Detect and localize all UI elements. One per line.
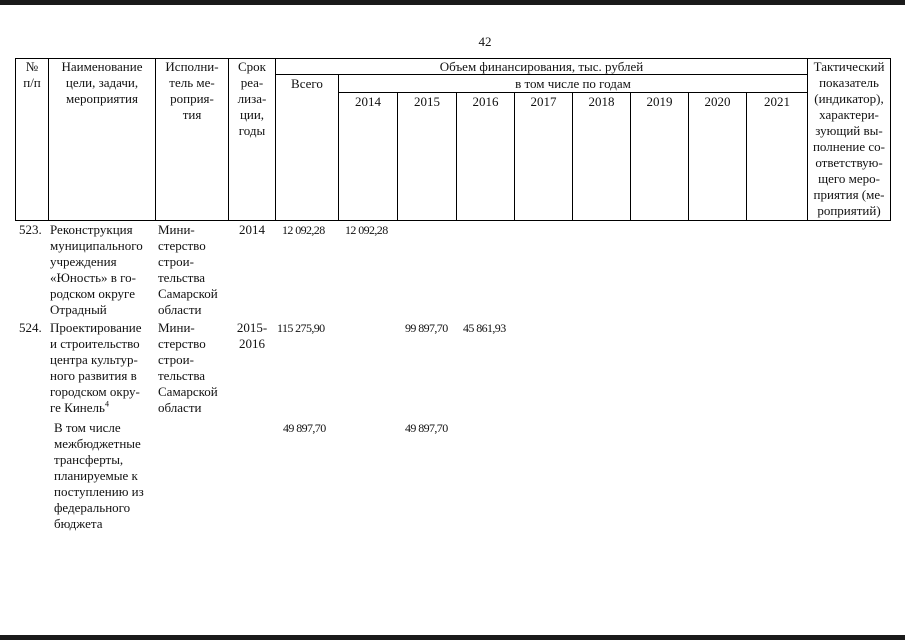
row-total: 115 275,90 — [277, 321, 325, 335]
row-term: 2014 — [239, 222, 265, 237]
header-year-2020: 2020 — [704, 94, 731, 109]
row-executor: Мини- стерство строи- тельства Самарской области — [158, 320, 218, 415]
header-total: Всего — [291, 76, 323, 91]
row-2015: 49 897,70 — [405, 421, 448, 435]
row-executor: Мини- стерство строи- тельства Самарской области — [158, 222, 218, 317]
row-term: 2015- 2016 — [236, 320, 268, 351]
header-year-2016: 2016 — [472, 94, 499, 109]
header-by-years: в том числе по годам — [515, 76, 631, 91]
row-number: 523. — [19, 222, 42, 237]
row-2015: 99 897,70 — [405, 321, 448, 335]
row-name: Реконструкция муниципального учреждения «Юность» в го- родском округе Отрадный — [50, 222, 143, 317]
header-col-executor: Исполни- тель ме- роприя- тия — [165, 59, 219, 122]
footnote-marker: 4 — [104, 399, 109, 409]
scan-bottom-border — [0, 635, 905, 640]
header-col-name: Наименование цели, задачи, мероприятия — [61, 59, 143, 106]
page-number: 42 — [478, 34, 492, 49]
header-col-number: № п/п — [23, 59, 41, 90]
header-year-2014: 2014 — [355, 94, 381, 109]
row-2014: 12 092,28 — [345, 223, 388, 237]
scan-top-border — [0, 0, 905, 5]
row-total: 49 897,70 — [283, 421, 326, 435]
row-number: 524. — [19, 320, 42, 335]
row-name: В том числе межбюджетные трансферты, планируемые к поступлению из федерального бюджета — [54, 420, 144, 531]
row-2016: 45 861,93 — [463, 321, 506, 335]
header-indicator: Тактический показатель (индикатор), характери- зующий вы- полнение со- ответствую- щего меро- приятия (ме- роприятий) — [812, 59, 886, 218]
header-financing: Объем финансирования, тыс. рублей — [439, 59, 644, 74]
header-col-term: Срок реа- лиза- ции, годы — [237, 59, 267, 138]
header-year-2015: 2015 — [414, 94, 440, 109]
row-total: 12 092,28 — [282, 223, 325, 237]
header-year-2018: 2018 — [588, 94, 615, 109]
header-year-2021: 2021 — [764, 94, 790, 109]
row-name-wrap — [50, 320, 156, 416]
header-year-2019: 2019 — [646, 94, 673, 109]
row-name: Проектирование и строительство центра культур- ного развития в городском окру- ге Кинель — [50, 320, 142, 415]
header-year-2017: 2017 — [530, 94, 557, 109]
